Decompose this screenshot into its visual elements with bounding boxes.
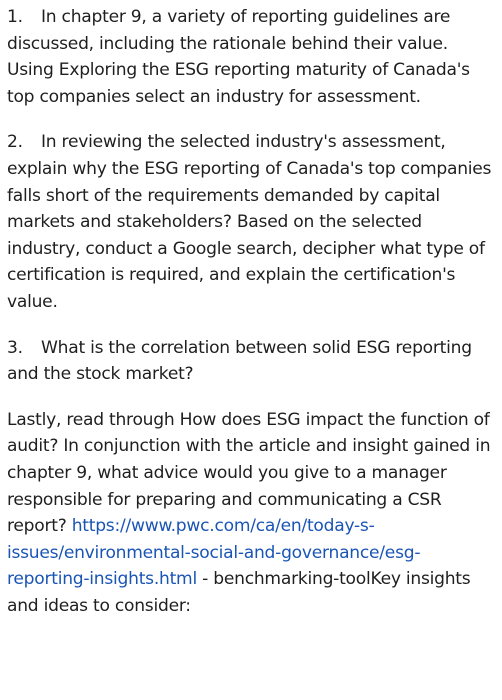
closing-paragraph	[7, 407, 494, 620]
question-2	[7, 129, 494, 315]
question-3-number: 3.	[7, 337, 23, 358]
question-2-number: 2.	[7, 132, 23, 153]
closing-text: Lastly, read through How does ESG impact the function of audit? In conjunction with the article and insight gained in chapter 9, what advice would you give to a manager responsible for preparing and communicating a CSR report?	[7, 409, 491, 537]
question-1-text: In chapter 9, a variety of reporting guidelines are discussed, including the rationale behind their value. Using Exploring the ESG reporting maturity of Canada's top companies select an industry for assessment.	[7, 7, 470, 107]
question-3-text: What is the correlation between solid ESG reporting and the stock market?	[7, 337, 472, 385]
closing-after-link: - benchmarking-toolKey insights and ideas to consider:	[7, 569, 471, 616]
pwc-esg-link[interactable]: https://www.pwc.com/ca/en/today-s-issues/environmental-social-and-governance/esg-reporting-insights.html	[7, 516, 421, 590]
question-1-number: 1.	[7, 7, 23, 27]
question-1	[7, 4, 494, 110]
question-2-text: In reviewing the selected industry's assessment, explain why the ESG reporting of Canada's top companies falls short of the requirements demanded by capital markets and stakeholders? Based on the selected industry, conduct a Google search, decipher what type of certification is required, and explain the certification's value.	[7, 132, 492, 312]
question-3	[7, 335, 494, 388]
